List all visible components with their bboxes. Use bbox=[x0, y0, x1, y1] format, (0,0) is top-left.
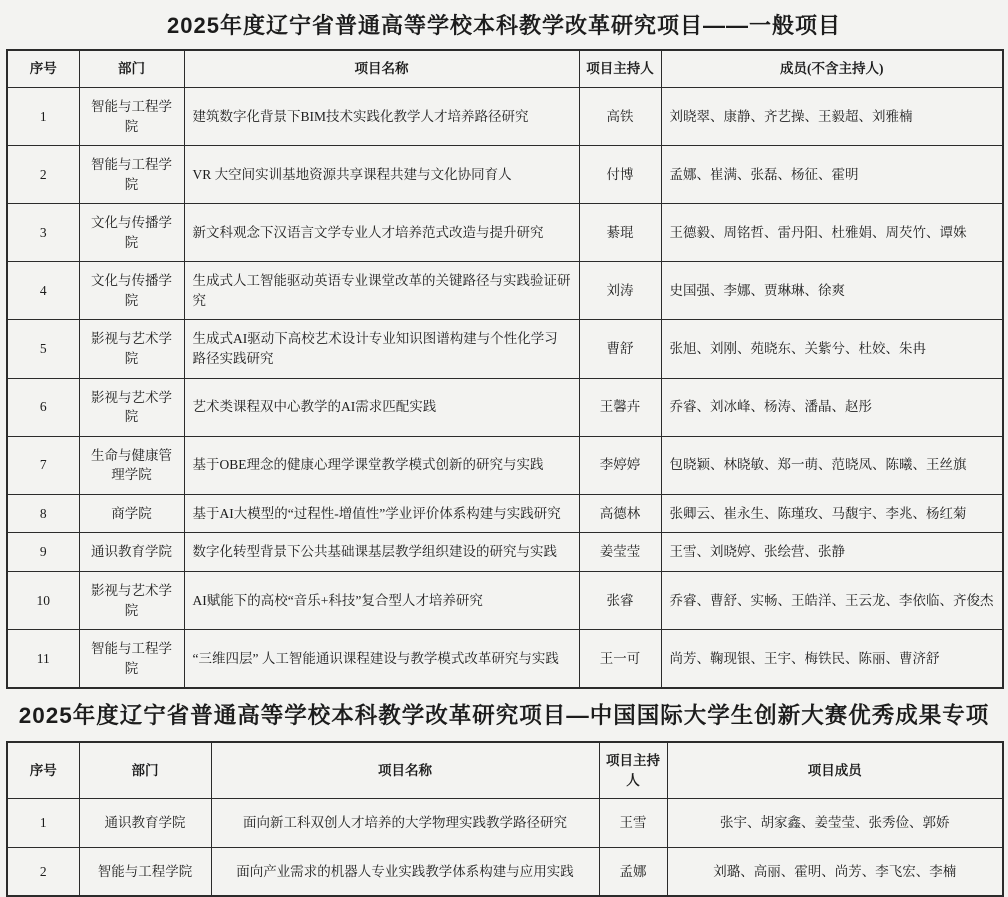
table-cell-col2: 生命与健康管理学院 bbox=[79, 436, 184, 494]
table-cell-col2: 通识教育学院 bbox=[79, 799, 211, 848]
table-cell-col3: 数字化转型背景下公共基础课基层教学组织建设的研究与实践 bbox=[184, 533, 579, 572]
table-cell-col1: 8 bbox=[7, 494, 79, 533]
table-cell-col2: 智能与工程学院 bbox=[79, 87, 184, 145]
table-cell-col3: 新文科观念下汉语言文学专业人才培养范式改造与提升研究 bbox=[184, 204, 579, 262]
table-row bbox=[7, 378, 1003, 436]
table-row bbox=[7, 262, 1003, 320]
table-cell-col4: 高铁 bbox=[579, 87, 661, 145]
table-cell-col3: 建筑数字化背景下BIM技术实践化教学人才培养路径研究 bbox=[184, 87, 579, 145]
table-cell-col5: 尚芳、鞠现银、王宇、梅铁民、陈丽、曹济舒 bbox=[661, 630, 1003, 689]
table-row bbox=[7, 436, 1003, 494]
table-cell-col5: 刘璐、高丽、霍明、尚芳、李飞宏、李楠 bbox=[667, 847, 1003, 896]
table-cell-col2: 智能与工程学院 bbox=[79, 630, 184, 689]
table-cell-col3: 面向新工科双创人才培养的大学物理实践教学路径研究 bbox=[211, 799, 599, 848]
general-projects-title: 2025年度辽宁省普通高等学校本科教学改革研究项目——一般项目 bbox=[167, 13, 841, 38]
table-cell-col1: 3 bbox=[7, 204, 79, 262]
table-cell-col4: 刘涛 bbox=[579, 262, 661, 320]
table-cell-col3: 基于AI大模型的“过程性-增值性”学业评价体系构建与实践研究 bbox=[184, 494, 579, 533]
header-members: 成员(不含主持人) bbox=[661, 50, 1003, 87]
table-row bbox=[7, 320, 1003, 378]
table-cell-col3: VR 大空间实训基地资源共享课程共建与文化协同育人 bbox=[184, 146, 579, 204]
table-cell-col3: 面向产业需求的机器人专业实践教学体系构建与应用实践 bbox=[211, 847, 599, 896]
table-cell-col1: 9 bbox=[7, 533, 79, 572]
table-cell-col5: 王雪、刘晓婷、张绘营、张静 bbox=[661, 533, 1003, 572]
table-cell-col4: 孟娜 bbox=[599, 847, 667, 896]
table-cell-col4: 姜莹莹 bbox=[579, 533, 661, 572]
table-cell-col5: 张旭、刘刚、苑晓东、关紫兮、杜姣、朱冉 bbox=[661, 320, 1003, 378]
table-header bbox=[7, 742, 1003, 799]
table-cell-col4: 曹舒 bbox=[579, 320, 661, 378]
table-cell-col3: 艺术类课程双中心教学的AI需求匹配实践 bbox=[184, 378, 579, 436]
table-cell-col5: 张卿云、崔永生、陈瑾玫、马馥宇、李兆、杨红菊 bbox=[661, 494, 1003, 533]
table-cell-col1: 7 bbox=[7, 436, 79, 494]
table-cell-col3: 生成式AI驱动下高校艺术设计专业知识图谱构建与个性化学习路径实践研究 bbox=[184, 320, 579, 378]
table-cell-col5: 刘晓翠、康静、齐艺操、王毅超、刘雅楠 bbox=[661, 87, 1003, 145]
table-cell-col4: 王馨卉 bbox=[579, 378, 661, 436]
table-row bbox=[7, 630, 1003, 689]
table-cell-col5: 孟娜、崔满、张磊、杨征、霍明 bbox=[661, 146, 1003, 204]
table-header bbox=[7, 50, 1003, 87]
table-cell-col4: 王雪 bbox=[599, 799, 667, 848]
table-cell-col1: 10 bbox=[7, 571, 79, 629]
table-cell-col2: 影视与艺术学院 bbox=[79, 378, 184, 436]
table-cell-col4: 高德林 bbox=[579, 494, 661, 533]
table-cell-col5: 包晓颖、林晓敏、郑一萌、范晓凤、陈曦、王丝旗 bbox=[661, 436, 1003, 494]
table-cell-col1: 2 bbox=[7, 847, 79, 896]
table-cell-col1: 1 bbox=[7, 799, 79, 848]
table-cell-col1: 6 bbox=[7, 378, 79, 436]
table-row bbox=[7, 571, 1003, 629]
table-cell-col1: 1 bbox=[7, 87, 79, 145]
table-row bbox=[7, 146, 1003, 204]
table-cell-col5: 乔睿、刘冰峰、杨涛、潘晶、赵彤 bbox=[661, 378, 1003, 436]
table-cell-col4: 綦琨 bbox=[579, 204, 661, 262]
header-department: 部门 bbox=[79, 742, 211, 799]
table-cell-col2: 智能与工程学院 bbox=[79, 146, 184, 204]
header-department: 部门 bbox=[79, 50, 184, 87]
table-cell-col5: 史国强、李娜、贾琳琳、徐爽 bbox=[661, 262, 1003, 320]
header-project-members: 项目成员 bbox=[667, 742, 1003, 799]
table-cell-col3: AI赋能下的高校“音乐+科技”复合型人才培养研究 bbox=[184, 571, 579, 629]
table-cell-col4: 张睿 bbox=[579, 571, 661, 629]
table-cell-col3: 生成式人工智能驱动英语专业课堂改革的关键路径与实践验证研究 bbox=[184, 262, 579, 320]
table-cell-col1: 5 bbox=[7, 320, 79, 378]
table-cell-col2: 文化与传播学院 bbox=[79, 262, 184, 320]
table-cell-col2: 智能与工程学院 bbox=[79, 847, 211, 896]
table-cell-col5: 王德毅、周铭哲、雷丹阳、杜雅娟、周芡竹、谭姝 bbox=[661, 204, 1003, 262]
innovation-special-table bbox=[6, 741, 1004, 897]
table-cell-col3: “三维四层” 人工智能通识课程建设与教学模式改革研究与实践 bbox=[184, 630, 579, 689]
table-cell-col2: 影视与艺术学院 bbox=[79, 571, 184, 629]
table-cell-col3: 基于OBE理念的健康心理学课堂教学模式创新的研究与实践 bbox=[184, 436, 579, 494]
table-row bbox=[7, 204, 1003, 262]
header-serial-number: 序号 bbox=[7, 742, 79, 799]
table-row bbox=[7, 494, 1003, 533]
header-project-name: 项目名称 bbox=[211, 742, 599, 799]
table-cell-col2: 影视与艺术学院 bbox=[79, 320, 184, 378]
table-cell-col1: 4 bbox=[7, 262, 79, 320]
table-row bbox=[7, 533, 1003, 572]
table-cell-col2: 商学院 bbox=[79, 494, 184, 533]
table-row bbox=[7, 799, 1003, 848]
table-cell-col4: 李婷婷 bbox=[579, 436, 661, 494]
table-cell-col1: 2 bbox=[7, 146, 79, 204]
general-projects-rows bbox=[7, 87, 1003, 688]
table-cell-col5: 乔睿、曹舒、实畅、王皓洋、王云龙、李依临、齐俊杰 bbox=[661, 571, 1003, 629]
header-project-name: 项目名称 bbox=[184, 50, 579, 87]
table-cell-col2: 通识教育学院 bbox=[79, 533, 184, 572]
table-cell-col2: 文化与传播学院 bbox=[79, 204, 184, 262]
header-serial-number: 序号 bbox=[7, 50, 79, 87]
table-cell-col5: 张宇、胡家鑫、姜莹莹、张秀俭、郭娇 bbox=[667, 799, 1003, 848]
table-cell-col4: 王一可 bbox=[579, 630, 661, 689]
table-row bbox=[7, 847, 1003, 896]
table-cell-col4: 付博 bbox=[579, 146, 661, 204]
general-projects-table bbox=[6, 49, 1004, 689]
table-cell-col1: 11 bbox=[7, 630, 79, 689]
header-project-leader: 项目主持人 bbox=[579, 50, 661, 87]
table-row bbox=[7, 87, 1003, 145]
innovation-special-title: 2025年度辽宁省普通高等学校本科教学改革研究项目—中国国际大学生创新大赛优秀成果专项 bbox=[18, 703, 990, 729]
innovation-special-rows bbox=[7, 799, 1003, 897]
header-project-leader: 项目主持人 bbox=[599, 742, 667, 799]
